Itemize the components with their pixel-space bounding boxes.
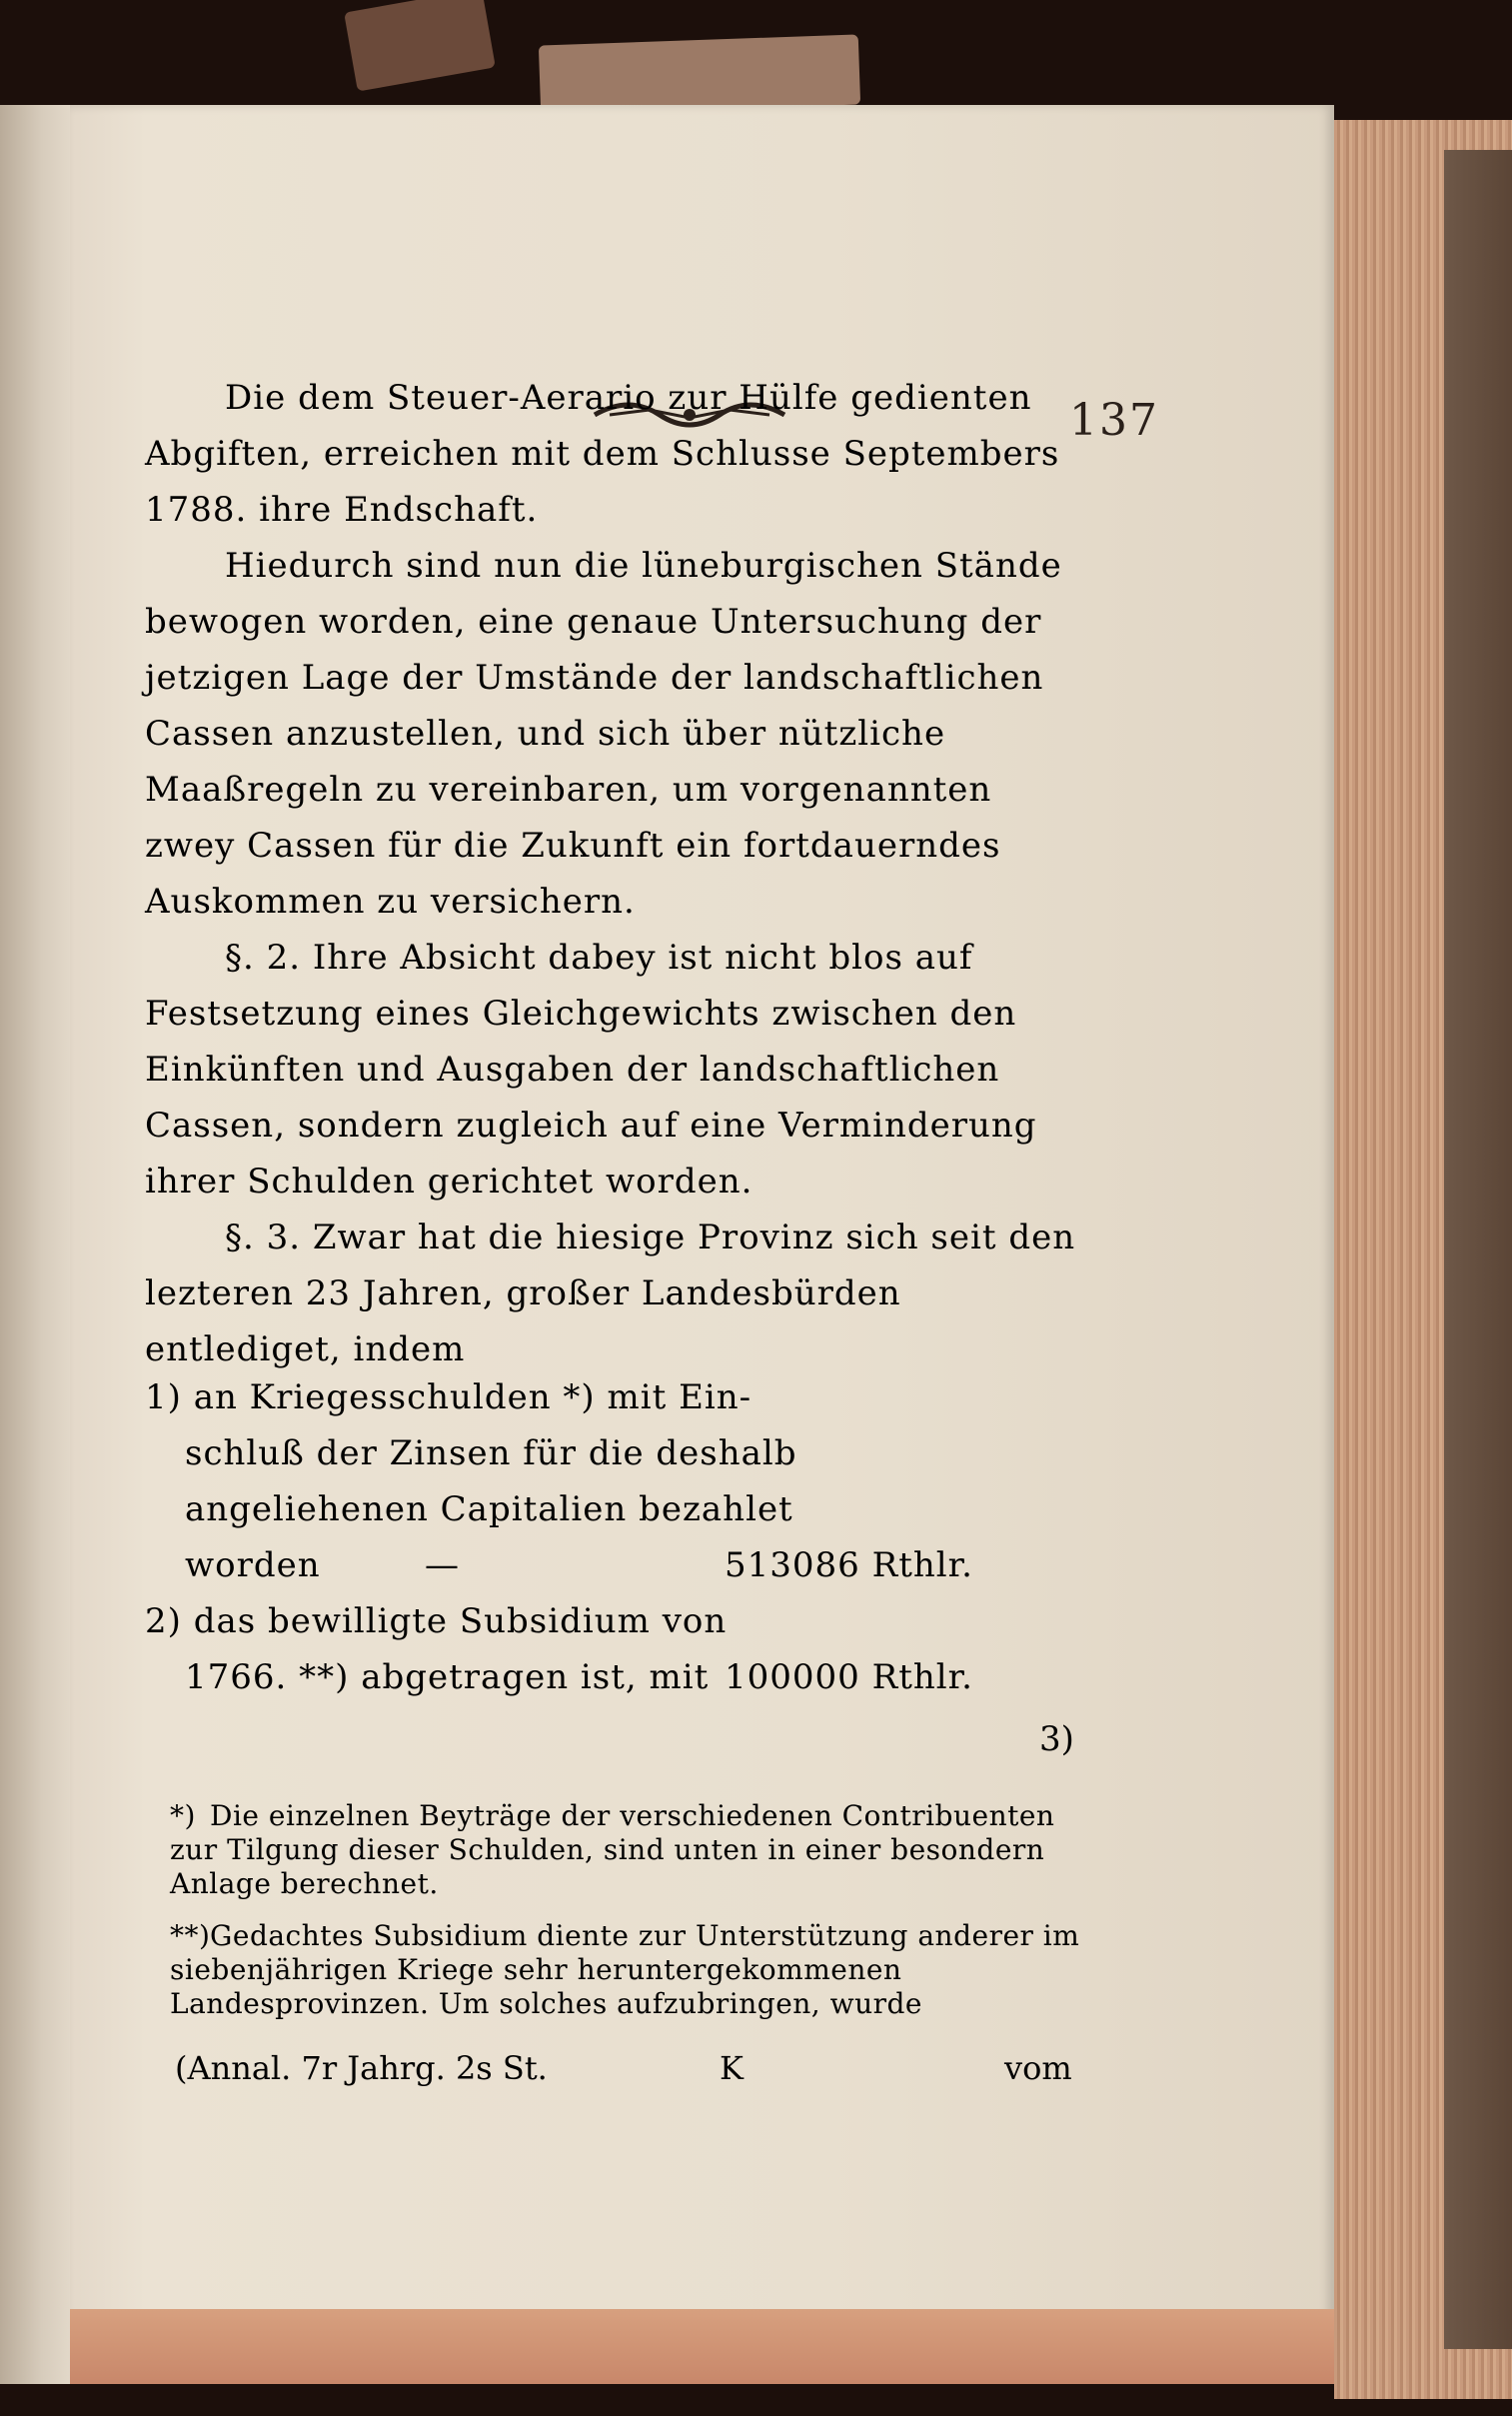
left-page-edge (0, 105, 70, 2384)
list-item-label: 1766. **) abgetragen ist, mit (185, 1657, 710, 1697)
list-item-label: schluß der Zinsen für die deshalb (185, 1433, 797, 1473)
book-strap (539, 34, 860, 115)
catchword: vom (1004, 2049, 1072, 2087)
paragraph: §. 3. Zwar hat die hiesige Provinz sich seit den lezteren 23 Jahren, großer Landesbürden entlediget, indem (145, 1217, 1076, 1369)
signature-mark: K (720, 2049, 744, 2087)
list-item (145, 1537, 1104, 1593)
footnote (170, 1799, 1089, 1901)
list-item (145, 1593, 1104, 1649)
annal-reference: (Annal. 7r Jahrg. 2s St. (175, 2049, 548, 2087)
footnotes (170, 1799, 1089, 2039)
footnote-mark: **) (170, 1919, 211, 1952)
cover-edge (1444, 150, 1512, 2349)
footnote-mark: *) (170, 1799, 196, 1832)
main-text (145, 370, 1084, 1377)
payments-list (145, 1369, 1104, 1705)
list-item-label: 2) das bewilligte Subsidium von (145, 1601, 728, 1641)
continuation-mark: 3) (1039, 1719, 1074, 1759)
paragraph: §. 2. Ihre Absicht dabey ist nicht blos auf Festsetzung eines Gleichgewichts zwischen den Einkünften und Ausgaben der landschaftlichen Cassen, sondern zugleich auf eine Verminderung ihrer Schulden gerichtet worden. (145, 938, 1037, 1202)
book-strap-dark (344, 0, 496, 92)
list-item-label: 1) an Kriegesschulden *) mit Ein- (145, 1377, 753, 1417)
list-item (145, 1649, 1104, 1705)
footnote-text: Die einzelnen Beyträge der verschiedenen Contribuenten zur Tilgung dieser Schulden, sind unten in einer besondern Anlage berechnet. (170, 1799, 1055, 1900)
page-number: 137 (1069, 395, 1159, 446)
list-item-amount: 100000 Rthlr. (725, 1657, 973, 1697)
paragraph: Die dem Steuer-Aerario zur Hülfe gedienten Abgiften, erreichen mit dem Schlusse Septembers 1788. ihre Endschaft. (145, 378, 1060, 530)
list-item (145, 1481, 1104, 1537)
list-item (145, 1369, 1104, 1425)
footnote-text: Gedachtes Subsidium diente zur Unterstützung anderer im siebenjährigen Kriege sehr heruntergekommenen Landesprovinzen. Um solches aufzubringen, wurde (170, 1919, 1080, 2020)
list-item-dash: — (425, 1545, 460, 1585)
list-item-label: worden (185, 1545, 321, 1585)
page-bottom-edge (70, 2309, 1334, 2384)
list-item (145, 1425, 1104, 1481)
paragraph: Hiedurch sind nun die lüneburgischen Stände bewogen worden, eine genaue Untersuchung der jetzigen Lage der Umstände der landschaftlichen Cassen anzustellen, und sich über nützliche Maaßregeln zu vereinbaren, um vorgenannten zwey Cassen für die Zukunft ein fortdauerndes Auskommen zu versichern. (145, 546, 1062, 922)
list-item-label: angeliehenen Capitalien bezahlet (185, 1489, 793, 1529)
list-item-amount: 513086 Rthlr. (725, 1545, 973, 1585)
footnote (170, 1919, 1089, 2021)
